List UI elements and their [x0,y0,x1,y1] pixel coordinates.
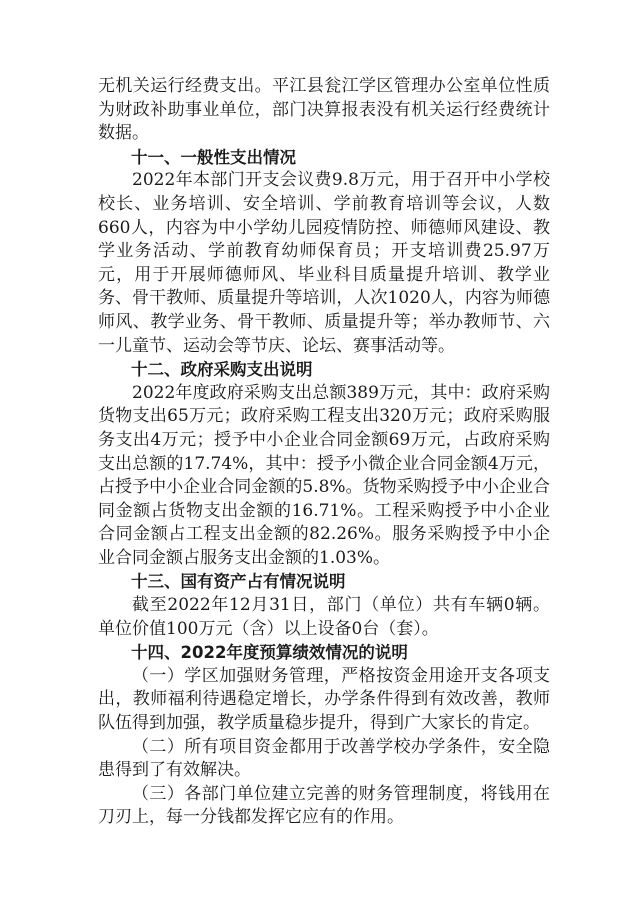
section-13-paragraph: 截至2022年12月31日，部门（单位）共有车辆0辆。单位价值100万元（含）以上设备0台（套）。 [98,595,550,639]
section-14-heading: 十四、2022年度预算绩效情况的说明 [131,643,408,663]
section-12-paragraph: 2022年度政府采购支出总额389万元，其中：政府采购货物支出65万元；政府采购工程支出320万元；政府采购服务支出4万元；授予中小企业合同金额69万元，占政府采购支出总额的17.74%，其中：授予小微企业合同金额4万元，占授予中小企业合同金额的5.8%。货物采购授予中小企业合同金额占货物支出金额的16.71%。工程采购授予中小企业合同金额占工程支出金额的82.26%。服务采购授予中小企业合同金额占服务支出金额的1.03%。 [98,382,550,568]
section-11-heading: 十一、一般性支出情况 [131,147,296,167]
section-11-paragraph: 2022年本部门开支会议费9.8万元，用于召开中小学校校长、业务培训、安全培训、学前教育培训等会议，人数660人，内容为中小学幼儿园疫情防控、师德师风建设、教学业务活动、学前教育幼师保育员；开支培训费25.97万元，用于开展师德师风、毕业科目质量提升培训、教学业务、骨干教师、质量提升等培训，人次1020人，内容为师德师风、教学业务、骨干教师、质量提升等；举办教师节、六一儿童节、运动会等节庆、论坛、赛事活动等。 [98,170,550,356]
section-13-heading: 十三、国有资产占有情况说明 [131,572,346,592]
intro-paragraph: 无机关运行经费支出。平江县瓮江学区管理办公室单位性质为财政补助事业单位，部门决算报表没有机关运行经费统计数据。 [98,76,550,144]
section-12-heading: 十二、政府采购支出说明 [131,360,313,380]
section-14-item-1: （一）学区加强财务管理，严格按资金用途开支各项支出，教师福利待遇稳定增长，办学条件得到有效改善，教师队伍得到加强，教学质量稳步提升，得到广大家长的肯定。 [98,665,550,734]
section-14-item-2: （二）所有项目资金都用于改善学校办学条件，安全隐患得到了有效解决。 [98,736,550,781]
section-14-item-3: （三）各部门单位建立完善的财务管理制度，将钱用在刀刃上，每一分钱都发挥它应有的作用。 [98,783,550,828]
